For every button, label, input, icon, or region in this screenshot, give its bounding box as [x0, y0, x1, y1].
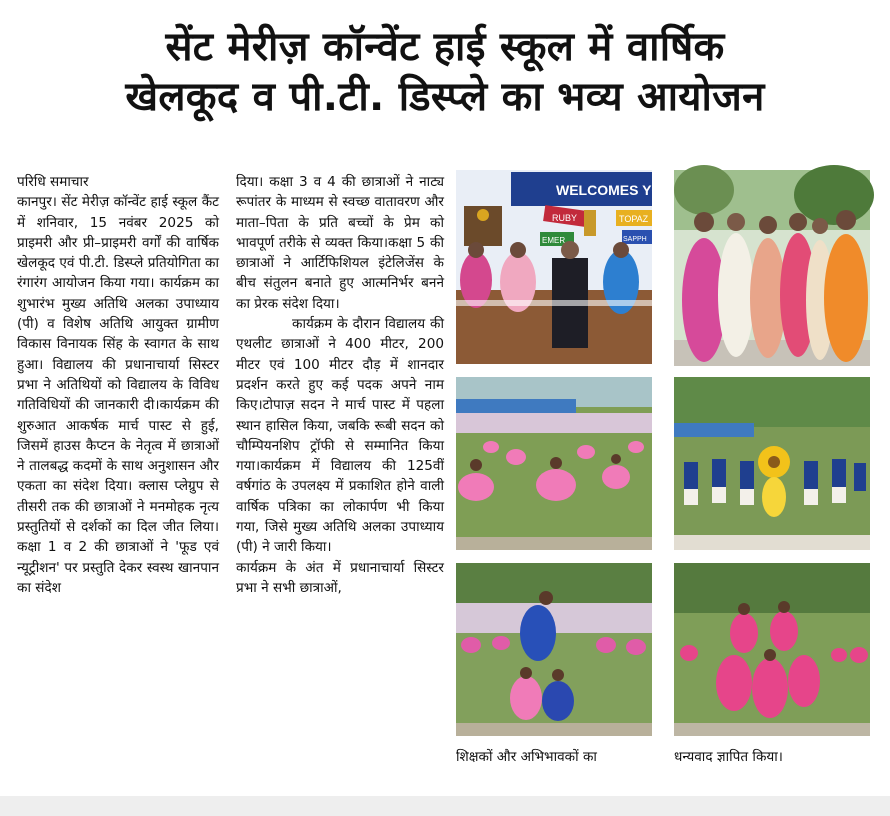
photo-stage-guests	[456, 170, 673, 364]
article-paragraph-2: दिया। कक्षा 3 व 4 की छात्राओं ने नाट्य रूपांतर के माध्यम से स्वच्छ वातावरण और माता–पिता के प्रति बच्चों के प्रेम को भावपूर्ण तरीके से व्यक्त किया।कक्षा 5 की छात्राओं ने आर्टिफिशियल इंटेलिजेंस के बीच संतुलन बनाते हुए आत्मनिर्भर बनने का प्रेरक संदेश दिया।	[236, 174, 444, 312]
article-paragraph-1: कानपुर। सेंट मेरीज़ कॉन्वेंट हाई स्कूल कैंट में शनिवार, 15 नवंबर 2025 को प्राइमरी और प्री–प्राइमरी वर्गों की वार्षिक खेलकूद एवं पी.टी. डिस्प्ले प्रतियोगिता का रंगारंग आयोजन किया गया। कार्यक्रम का शुभारंभ मुख्य अतिथि अलका उपाध्याय (पी) व विशेष अतिथि आयुक्त ग्रामीण विकास विनायक सिंह के स्वागत के साथ हुआ। विद्यालय की प्रधानाचार्या सिस्टर प्रभा ने अतिथियों को विद्यालय के विविध गतिविधियों की जानकारी दी।कार्यक्रम की शुरुआत आकर्षक मार्च पास्ट से हुई, जिसमें हाउस कैप्टन के नेतृत्व में छात्राओं ने तालबद्ध कदमों के साथ अनुशासन और एकता का संदेश दिया। क्लास प्लेग्रुप से तीसरी तक की छात्राओं ने मनमोहक नृत्य प्रस्तुतियों से दर्शकों का दिल जीत लिया। कक्षा 1 व 2 की छात्राओं ने 'फूड एवं न्यूट्रीशन' पर प्रस्तुति देकर स्वस्थ खानपान का संदेश	[17, 194, 219, 596]
article-source: परिधि समाचार	[17, 174, 89, 190]
headline-line-1: सेंट मेरीज़ कॉन्वेंट हाई स्कूल में वार्षिक	[165, 24, 725, 70]
svg-text:SAPPH: SAPPH	[623, 236, 647, 243]
photo-formation-pink	[674, 563, 870, 736]
photo-formation-blue	[456, 563, 652, 736]
page-bottom-bar	[0, 796, 890, 816]
photo-guests-group	[674, 170, 870, 366]
article-paragraph-4: कार्यक्रम के अंत में प्रधानाचार्या सिस्टर प्रभा ने सभी छात्राओं,	[236, 559, 444, 596]
svg-text:TOPAZ: TOPAZ	[619, 214, 649, 224]
svg-text:RUBY: RUBY	[552, 213, 578, 223]
headline-line-2: खेलकूद व पी.टी. डिस्प्ले का भव्य आयोजन	[125, 74, 765, 120]
svg-text:EMER: EMER	[542, 236, 566, 245]
article-column-1	[17, 172, 219, 598]
article-tail-1: शिक्षकों और अभिभावकों का	[456, 749, 597, 765]
headline	[0, 22, 890, 122]
article-column-2	[236, 172, 444, 598]
photo-dancers-pink	[456, 377, 652, 550]
article-tail-2: धन्यवाद ज्ञापित किया।	[674, 749, 783, 765]
banner-text: WELCOMES YOU	[556, 182, 673, 198]
photo-dancers-sunflower	[674, 377, 870, 550]
article-paragraph-3: कार्यक्रम के दौरान विद्यालय की एथलीट छात्राओं ने 400 मीटर, 200 मीटर एवं 100 मीटर दौड़ में शानदार प्रदर्शन करते हुए कई पदक अपने नाम किए।टोपाज़ सदन ने मार्च पास्ट में पहला स्थान हासिल किया, जबकि रूबी सदन को चौम्पियनशिप ट्रॉफी से सम्मानित किया गया।कार्यक्रम में विद्यालय की 125वीं वर्षगांठ के उपलक्ष्य में प्रकाशित होने वाली वार्षिक पत्रिका का लोकार्पण भी किया गया, जिसे मुख्य अतिथि अलका उपाध्याय (पी) ने जारी किया।	[236, 316, 444, 556]
